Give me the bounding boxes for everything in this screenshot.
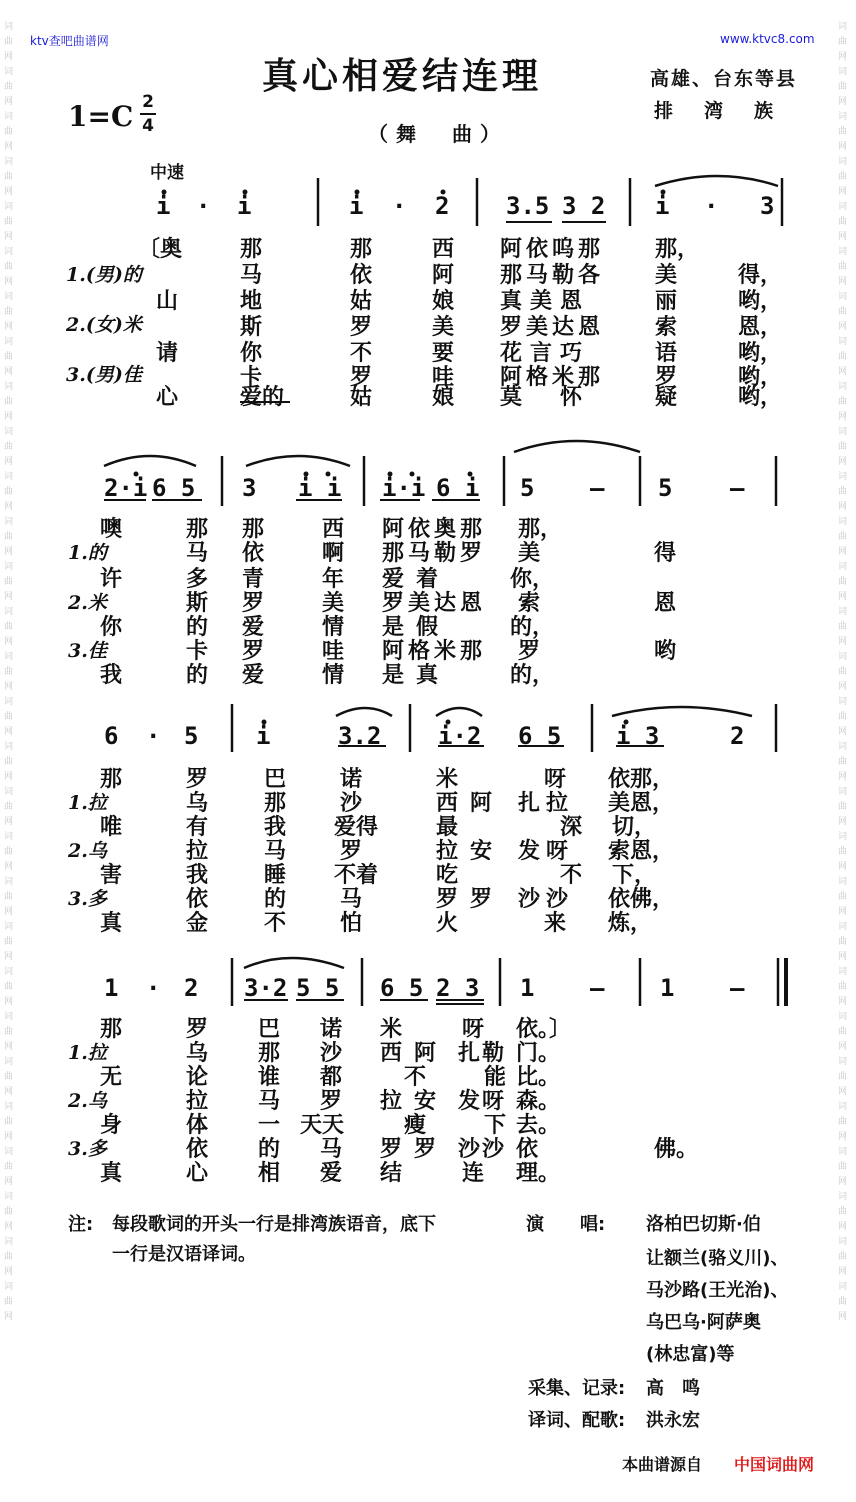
- lyric: 莫: [500, 384, 523, 410]
- note: ·: [146, 974, 161, 1002]
- lyric: 是假: [382, 614, 451, 640]
- note: ·: [392, 192, 407, 220]
- lyric: 2.乌: [68, 1090, 107, 1112]
- lyric: 〔奥: [138, 236, 183, 262]
- lyric: 1.拉: [68, 1042, 107, 1064]
- lyric: 索: [518, 590, 541, 616]
- lyric: 论: [186, 1064, 209, 1090]
- note: i: [237, 192, 252, 220]
- source-text: 本曲谱源自: [622, 1455, 703, 1474]
- lyric: 罗: [350, 364, 373, 390]
- note: 1: [520, 974, 535, 1002]
- note: 2 3: [436, 974, 480, 1002]
- lyric: 门。: [516, 1040, 561, 1066]
- lyric: 要: [432, 340, 455, 366]
- lyric: 美恩，: [608, 790, 675, 816]
- lyric: 罗: [242, 590, 265, 616]
- lyric: 扎勒: [458, 1040, 507, 1066]
- lyric: 罗: [340, 838, 363, 864]
- watermark-left: ktv查吧曲谱网: [30, 34, 109, 48]
- note: 3 2: [562, 192, 606, 220]
- lyric: 我: [100, 662, 123, 688]
- lyric: 一: [258, 1112, 281, 1138]
- lyric: 睡: [264, 862, 287, 888]
- note: 6 5: [518, 722, 562, 750]
- lyric: 爱着: [382, 566, 451, 592]
- lyric: 那，: [518, 516, 563, 542]
- lyric: 唯: [100, 814, 123, 840]
- lyric: 得，: [738, 262, 783, 288]
- lyric: 你，: [510, 566, 555, 592]
- lyric: 来: [544, 910, 567, 936]
- lyric: 乌: [186, 790, 209, 816]
- lyric: 罗: [350, 314, 373, 340]
- lyric: 美: [655, 262, 678, 288]
- note-text-line2: 一行是汉语译词。: [112, 1244, 256, 1265]
- translate-value: 洪永宏: [646, 1410, 700, 1431]
- lyric: 沙: [320, 1040, 343, 1066]
- note: i·i: [382, 474, 426, 502]
- time-bottom: 4: [142, 116, 154, 136]
- lyric: 卡: [186, 638, 209, 664]
- lyric: 恩: [654, 590, 677, 616]
- lyric: 2.乌: [68, 840, 107, 862]
- lyric: 依: [350, 262, 373, 288]
- lyric: 的: [258, 1136, 281, 1162]
- lyric: 无: [100, 1064, 123, 1090]
- lyric: 炼，: [608, 910, 653, 936]
- lyric: 比。: [516, 1064, 561, 1090]
- lyric: 那: [258, 1040, 281, 1066]
- lyric: 西: [322, 516, 345, 542]
- time-top: 2: [142, 92, 154, 112]
- lyric: 的: [264, 886, 287, 912]
- lyric: 那: [264, 790, 287, 816]
- lyric: 哟，: [738, 340, 783, 366]
- lyric: 心: [156, 384, 179, 410]
- note: ·: [196, 192, 211, 220]
- lyric: 去。: [516, 1112, 561, 1138]
- note: 6 i: [436, 474, 480, 502]
- lyric: 吃: [436, 862, 459, 888]
- lyric: 米: [436, 766, 459, 792]
- singer-line: 马沙路(王光治)、: [646, 1280, 789, 1301]
- note: 2: [435, 192, 450, 220]
- lyric: 西阿: [380, 1040, 449, 1066]
- lyric: 情: [322, 614, 345, 640]
- lyric: 真: [100, 910, 123, 936]
- lyric: 发呀: [458, 1088, 507, 1114]
- lyric: 瘦: [404, 1112, 427, 1138]
- lyric: 地: [240, 288, 263, 314]
- lyric: 罗美达恩: [382, 590, 487, 616]
- lyric: 马: [320, 1136, 343, 1162]
- lyric: 罗: [320, 1088, 343, 1114]
- lyric: 理。: [516, 1160, 561, 1186]
- lyric: 沙: [340, 790, 363, 816]
- lyric: 沙沙: [458, 1136, 507, 1162]
- lyric: 哟，: [738, 364, 783, 390]
- lyric: 得: [654, 540, 677, 566]
- note: 1: [660, 974, 675, 1002]
- lyric: 爱的: [240, 384, 285, 410]
- lyric: 1.(男)的: [66, 264, 142, 286]
- lyric: 怕: [340, 910, 363, 936]
- lyric: 呀: [462, 1016, 485, 1042]
- lyric: 阿依呜那: [500, 236, 605, 262]
- lyric: 罗: [186, 1016, 209, 1042]
- lyric: 美: [322, 590, 345, 616]
- lyric: 马: [240, 262, 263, 288]
- watermark-side-right: 词曲网词曲网词曲网词曲网词曲网词曲网词曲网词曲网词曲网词曲网词曲网词曲网词曲网词曲网词曲网词曲网词曲网词曲网词曲网词曲网词曲网词曲网词曲网词曲网词曲网词曲网词曲网词曲网词曲网: [838, 22, 848, 1322]
- note: i 3: [616, 722, 660, 750]
- lyric: 3.多: [68, 888, 107, 910]
- lyric: 山: [156, 288, 179, 314]
- lyric: 西阿: [436, 790, 505, 816]
- lyric: 罗: [242, 638, 265, 664]
- lyric: 爱: [242, 614, 265, 640]
- lyric: 巴: [258, 1016, 281, 1042]
- lyric: 许: [100, 566, 123, 592]
- lyric: 1.拉: [68, 792, 107, 814]
- lyric: 青: [242, 566, 265, 592]
- watermark-right: www.ktvc8.com: [720, 32, 815, 46]
- lyric: 不: [264, 910, 287, 936]
- watermark-side-left: 词曲网词曲网词曲网词曲网词曲网词曲网词曲网词曲网词曲网词曲网词曲网词曲网词曲网词曲网词曲网词曲网词曲网词曲网词曲网词曲网词曲网词曲网词曲网词曲网词曲网词曲网词曲网词曲网词曲网: [4, 22, 14, 1322]
- lyric: 真美恩: [500, 288, 591, 314]
- note: i: [655, 192, 670, 220]
- lyric: 那: [100, 1016, 123, 1042]
- lyric: 姑: [350, 288, 373, 314]
- note: 3.5: [506, 192, 550, 220]
- lyric: 多: [186, 566, 209, 592]
- lyric: 拉: [186, 838, 209, 864]
- lyric: 都: [320, 1064, 343, 1090]
- lyric: 语: [655, 340, 678, 366]
- lyric: 发呀: [518, 838, 575, 864]
- lyric: 心: [186, 1160, 209, 1186]
- tempo-marking: 中速: [150, 163, 184, 183]
- lyric: 阿格米那: [382, 638, 487, 664]
- lyric: 索恩，: [608, 838, 675, 864]
- lyric: 的，: [510, 614, 555, 640]
- lyric: 娘: [432, 288, 455, 314]
- lyric: 哇: [322, 638, 345, 664]
- lyric: 哟: [654, 638, 677, 664]
- lyric: 的: [186, 614, 209, 640]
- lyric: 罗: [186, 766, 209, 792]
- lyric: 索: [655, 314, 678, 340]
- lyric: 我: [264, 814, 287, 840]
- lyric: 谁: [258, 1064, 281, 1090]
- lyric: 诺: [340, 766, 363, 792]
- note: i: [156, 192, 171, 220]
- lyric: 依: [186, 1136, 209, 1162]
- note: –: [590, 474, 605, 502]
- lyric: 阿: [432, 262, 455, 288]
- lyric: 疑: [655, 384, 678, 410]
- note: 3: [242, 474, 257, 502]
- lyric: 依。〕: [516, 1016, 572, 1042]
- lyric: 怀: [560, 384, 583, 410]
- lyric: 罗: [518, 638, 541, 664]
- lyric: 那: [350, 236, 373, 262]
- lyric: 阿依奥那: [382, 516, 487, 542]
- lyric: 哟，: [738, 288, 783, 314]
- lyric: 你: [240, 340, 263, 366]
- lyric: 3.佳: [68, 640, 107, 662]
- note: 2: [184, 974, 199, 1002]
- note: –: [730, 474, 745, 502]
- note: 3.2: [338, 722, 382, 750]
- lyric: 马: [186, 540, 209, 566]
- lyric: 爱: [242, 662, 265, 688]
- lyric: 依佛，: [608, 886, 675, 912]
- subtitle: （舞 曲）: [368, 122, 508, 146]
- note: 3·2: [244, 974, 288, 1002]
- singer-line: 乌巴乌·阿萨奥: [646, 1312, 761, 1333]
- lyric: 依那，: [608, 766, 675, 792]
- lyric: 诺: [320, 1016, 343, 1042]
- lyric: 不着: [334, 862, 379, 888]
- note: 6: [104, 722, 119, 750]
- lyric: 那马勒各: [500, 262, 605, 288]
- lyric: 那马勒罗: [382, 540, 487, 566]
- origin-ethnic: 排 湾 族: [654, 100, 780, 122]
- lyric: 哟，: [738, 384, 783, 410]
- lyric: 沙沙: [518, 886, 575, 912]
- lyric: 卡: [240, 364, 263, 390]
- lyric: 马: [264, 838, 287, 864]
- lyric: 那: [240, 236, 263, 262]
- lyric: 有: [186, 814, 209, 840]
- lyric: 那，: [655, 236, 700, 262]
- lyric: 2.米: [68, 592, 107, 614]
- lyric: 哇: [432, 364, 455, 390]
- lyric: 3.多: [68, 1138, 107, 1160]
- note: 5: [658, 474, 673, 502]
- lyric: 切，: [612, 814, 657, 840]
- lyric: 那: [242, 516, 265, 542]
- lyric: 的: [186, 662, 209, 688]
- lyric: 斯: [240, 314, 263, 340]
- lyric: 呀: [544, 766, 567, 792]
- lyric: 火: [436, 910, 459, 936]
- lyric: 罗罗: [380, 1136, 449, 1162]
- lyric: 能: [484, 1064, 507, 1090]
- note-text-line1: 每段歌词的开头一行是排湾族语音，底下: [112, 1214, 436, 1235]
- lyric: 依: [242, 540, 265, 566]
- lyric: 依: [516, 1136, 539, 1162]
- note: ·: [704, 192, 719, 220]
- lyric: 花言巧: [500, 340, 591, 366]
- note-label: 注:: [68, 1214, 94, 1235]
- singer-line: 让额兰(骆义川)、: [646, 1248, 789, 1269]
- lyric: 米: [380, 1016, 403, 1042]
- note: 5: [184, 722, 199, 750]
- lyric: 佛。: [654, 1136, 699, 1162]
- lyric: 美: [518, 540, 541, 566]
- note: 6 5: [380, 974, 424, 1002]
- lyric: 依: [186, 886, 209, 912]
- lyric: 拉安: [380, 1088, 449, 1114]
- lyric: 2.(女)米: [66, 314, 142, 336]
- lyric: 下，: [612, 862, 657, 888]
- lyric: 是真: [382, 662, 451, 688]
- lyric: 结: [380, 1160, 403, 1186]
- lyric: 最: [436, 814, 459, 840]
- key-signature: 1=C: [68, 100, 134, 133]
- lyric: 身: [100, 1112, 123, 1138]
- lyric: 深: [560, 814, 583, 840]
- note: 2: [730, 722, 745, 750]
- note: –: [730, 974, 745, 1002]
- lyric: 噢: [100, 516, 123, 542]
- lyric: 西: [432, 236, 455, 262]
- lyric: 阿格米那: [500, 364, 605, 390]
- note: i: [349, 192, 364, 220]
- collect-label: 采集、记录:: [528, 1378, 626, 1399]
- lyric: 那: [186, 516, 209, 542]
- lyric: 不: [350, 340, 373, 366]
- note: i: [256, 722, 271, 750]
- collect-value: 高 鸣: [646, 1378, 700, 1399]
- note: –: [590, 974, 605, 1002]
- lyric: 下: [484, 1112, 507, 1138]
- lyric: 罗美达恩: [500, 314, 605, 340]
- lyric: 爱得: [334, 814, 379, 840]
- singers-label: 演 唱:: [526, 1214, 606, 1235]
- lyric: 斯: [186, 590, 209, 616]
- note: 6 5: [152, 474, 196, 502]
- lyric: 乌: [186, 1040, 209, 1066]
- lyric: 恩，: [738, 314, 783, 340]
- lyric: 那: [100, 766, 123, 792]
- lyric: 森。: [516, 1088, 561, 1114]
- lyric: 马: [340, 886, 363, 912]
- lyric: 罗: [655, 364, 678, 390]
- note: 3: [760, 192, 775, 220]
- note: ·: [146, 722, 161, 750]
- translate-label: 译词、配歌:: [528, 1410, 626, 1431]
- lyric: 害: [100, 862, 123, 888]
- lyric: 拉安: [436, 838, 505, 864]
- lyric: 马: [258, 1088, 281, 1114]
- lyric: 娘: [432, 384, 455, 410]
- lyric: 真: [100, 1160, 123, 1186]
- lyric: 我: [186, 862, 209, 888]
- singer-line: (林忠富)等: [646, 1344, 735, 1365]
- singer-line: 洛柏巴切斯·伯: [646, 1214, 761, 1235]
- lyric: 美: [432, 314, 455, 340]
- lyric: 扎拉: [518, 790, 575, 816]
- lyric: 啊: [322, 540, 345, 566]
- lyric: 3.(男)佳: [66, 364, 142, 386]
- lyric: 相: [258, 1160, 281, 1186]
- lyric: 的，: [510, 662, 555, 688]
- lyric: 不: [560, 862, 583, 888]
- lyric: 金: [186, 910, 209, 936]
- source-site[interactable]: 中国词曲网: [734, 1455, 815, 1474]
- note: 5: [520, 474, 535, 502]
- note: 1: [104, 974, 119, 1002]
- song-title: 真心相爱结连理: [262, 55, 543, 97]
- lyric: 巴: [264, 766, 287, 792]
- lyric: 请: [156, 340, 179, 366]
- lyric: 你: [100, 614, 123, 640]
- origin-region: 高雄、台东等县: [650, 68, 798, 90]
- lyric: 丽: [655, 288, 678, 314]
- note: 5 5: [296, 974, 340, 1002]
- lyric: 爱: [320, 1160, 343, 1186]
- lyric: 年: [322, 566, 345, 592]
- lyric: 连: [462, 1160, 485, 1186]
- lyric: 天天: [300, 1112, 345, 1138]
- lyric: 姑: [350, 384, 373, 410]
- lyric: 体: [186, 1112, 209, 1138]
- lyric: 不: [404, 1064, 427, 1090]
- lyric: 情: [322, 662, 345, 688]
- note: i·2: [438, 722, 482, 750]
- lyric: 罗罗: [436, 886, 505, 912]
- lyric: 1.的: [68, 542, 107, 564]
- note: 2·i: [104, 474, 148, 502]
- lyric: 拉: [186, 1088, 209, 1114]
- note: i i: [298, 474, 342, 502]
